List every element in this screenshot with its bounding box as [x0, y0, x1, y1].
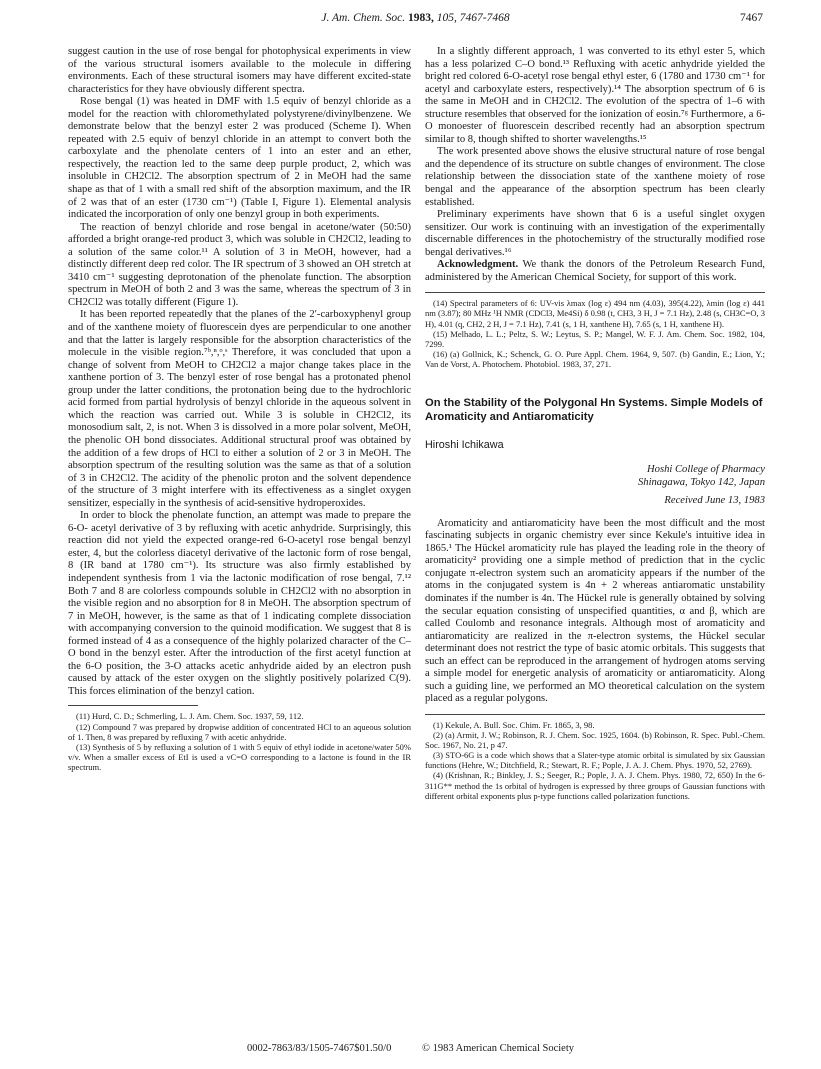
footnotes-right-top [425, 298, 765, 369]
body-paragraph: In order to block the phenolate function, an attempt was made to prepare the 6-O- acetyl derivative of 3 by refluxing with acetic anhydride. Surprisingly, this reaction did not yield the expected orange-red 6-O-acetyl rose bengal benzyl ester, 4, but the colorless diacetyl derivative of the lactonic form of rose bengal, 8 (IR band at 1780 cm⁻¹). Its structure was also firmly established by independent synthesis from 1 via the lactonic modification of rose bengal, 7.¹² Both 7 and 8 are colorless compounds soluble in CH2Cl2 with no absorption in the visible region and no absorption for 8 in MeOH. The absorption spectrum of 7 in MeOH, however, is the same as that of 1 indicating complete dissociation with accompanying conversion to the quinoid modification. We suggest that 8 is formed instead of 4 as a consequence of the highly polarized character of the C–O bond in the benzyl ester. After the introduction of the first acetyl function at the 6-O position, the 3-O attacks acetic anhydride aided by an electron push caused by attack of the ester oxygen on the slightly positively polarized C(9). This forces elimination of the benzyl cation. [68, 510, 411, 697]
body-paragraph: Rose bengal (1) was heated in DMF with 1.5 equiv of benzyl chloride as a model for the reaction with chloromethylated polystyrene/divinylbenzene. We demonstrate below that the benzyl ester 2 was produced (Scheme I). When repeated with 2.5 equiv of benzyl chloride in an attempt to convert both the carboxylate and the phenolate centers of 1 into an ester and an ether, respectively, the reaction led to the same deep purple product, 2, which was insoluble in CH2Cl2. The absorption spectrum of 2 in MeOH had the same shape as that of 1 with a small red shift of the absorption maximum, and the IR of 2 was that of an ester (1730 cm⁻¹) (Table I, Figure 1). Elemental analysis indicated the incorporation of only one benzyl group in both experiments. [68, 96, 411, 221]
acknowledgment-text: We thank the donors of the Petroleum Research Fund, administered by the American Chemical Society, for support of this work. [425, 259, 765, 283]
journal-year: 1983, [408, 12, 434, 24]
journal-name: J. Am. Chem. Soc. [321, 12, 406, 24]
article-body: Aromaticity and antiaromaticity have been the most difficult and the most fascinating subjects in organic chemistry ever since Kekule's intuitive idea in 1865.¹ The Hückel aromaticity rule has played the leading role in the theory of aromaticity² providing one a simple method of prediction that in the cyclic conjugate π-electron system such an aromaticity appears if the number of the atoms in the conjugated system is 4n + 2 whereas antiaromatic unstability dominates if the number is 4n. The Hückel rule is generally obtained by solving the secular equation consisting of unspecified quantities, α and β, which are called Coulomb and resonance integrals. Although most of aromaticity and antiaromaticity are realized in the π-electron systems, the Hückel secular determinant does not restrict the type of basic atomic orbitals. This suggests that such an effect can be reproduced in the arrangement of hydrogen atoms serving a simple model for energetic analysis of aromaticity or antiaromaticity. Along such a guiding line, we performed an MO theoretical calculation on the system placed as a regular polygons. [425, 517, 765, 705]
page-number: 7467 [740, 12, 763, 24]
footnote-rule [68, 705, 198, 706]
footnote-rule [425, 714, 765, 715]
left-column [68, 46, 411, 1041]
body-paragraph: The reaction of benzyl chloride and rose bengal in acetone/water (50:50) afforded a bright orange-red product 3, which was soluble in CH2Cl2, leading to a solution of the same color.¹¹ A solution of 3 in MeOH, however, had a distinctly different deep red color. The IR spectrum of 3 showed an OH stretch at 3410 cm⁻¹ suggesting deprotonation of the phenolate function. The absorption spectrum in MeOH of both 2 and 3 was the same, whereas the spectrum of 3 in CH2Cl2 was totally different (Figure 1). [68, 221, 411, 308]
footnote: (4) (Krishnan, R.; Binkley, J. S.; Seeger, R.; Pople, J. A. J. Chem. Phys. 1980, 72, 650) In the 6-311G** method the 1s orbital of hydrogen is expressed by three groups of Gaussian functions with different orbital exponents plus p-type functions called polarization functions. [425, 770, 765, 801]
running-header [68, 12, 763, 34]
article-title: On the Stability of the Polygonal Hn Systems. Simple Models of Aromaticity and Antiaromaticity [425, 397, 763, 423]
page-footer [0, 1043, 821, 1054]
affiliation [425, 463, 765, 489]
article-author: Hiroshi Ichikawa [425, 438, 504, 451]
acknowledgment [425, 259, 765, 284]
footnote: (16) (a) Gollnick, K.; Schenck, G. O. Pure Appl. Chem. 1964, 9, 507. (b) Gandin, E.; Lion, Y.; Van de Vorst, A. Photochem. Photobiol. 1983, 37, 271. [425, 348, 765, 369]
received-date: Received June 13, 1983 [664, 495, 765, 507]
journal-volume-pages: 105, 7467-7468 [436, 12, 510, 24]
footnote: (2) (a) Armit, J. W.; Robinson, R. J. Chem. Soc. 1925, 1604. (b) Robinson, R. Spec. Publ.-Chem. Soc. 1967, No. 21, p 47. [425, 730, 765, 751]
right-column [425, 46, 765, 1041]
footnotes-right-bottom [425, 720, 765, 801]
affiliation-line: Hoshi College of Pharmacy [647, 464, 765, 476]
copyright-notice: © 1983 American Chemical Society [421, 1043, 575, 1054]
article-code: 0002-7863/83/1505-7467$01.50/0 [246, 1043, 392, 1054]
body-paragraph: It has been reported repeatedly that the planes of the 2′-carboxyphenyl group and of the xanthene moiety of fluorescein dyes are perpendicular to one another and that the latter is largely responsible for the absorption characteristics of the molecule in the visible region.⁷ᵇ,ⁿ,ᵒ,ˢ Therefore, it was concluded that upon a change of solvent from MeOH to CH2Cl2 a major change takes place in the xanthene portion of 3. The benzyl ester of rose bengal has a protonated phenol group under the latter conditions, the protonation being due to the hydrochloric acid formed from partial hydrolysis of benzyl chloride in the aqueous solvent in which the reaction was carried out. While 3 is soluble in CH2Cl2, its monosodium salt, 2, is not. When 3 is dissolved in a more polar solvent, MeOH, the phenolic OH bond dissociates. Additional structural proof was obtained by the addition of a few drops of HCl to either a solution of 2 or 3 in MeOH. The absorption spectrum of the resulting solution was the same as that of a solution of 3 in CH2Cl2. The acidity of the phenolic proton and the solvent dependence of the structure of 3 might interfere with its effectiveness as a singlet oxygen sensitizer, especially in the synthesis of acid-sensitive hydroperoxides. [68, 309, 411, 509]
footnote: (15) Melhado, L. L.; Peltz, S. W.; Leytus, S. P.; Mangel, W. F. J. Am. Chem. Soc. 1982, 104, 7299. [425, 328, 765, 349]
journal-citation [68, 12, 763, 24]
body-paragraph: Preliminary experiments have shown that 6 is a useful singlet oxygen sensitizer. Our work is continuing with an investigation of the experimentally discernable differences in the photochemistry of the structurally modified rose bengal derivatives.¹⁶ [425, 209, 765, 258]
footnote-rule [425, 292, 765, 293]
footnote: (13) Synthesis of 5 by refluxing a solution of 1 with 5 equiv of ethyl iodide in acetone/water 50% v/v. When a smaller excess of EtI is used a νC=O corresponding to a lactone is found in the IR spectrum. [68, 741, 411, 772]
body-paragraph: In a slightly different approach, 1 was converted to its ethyl ester 5, which has a less polarized C–O bond.¹³ Refluxing with acetic anhydride yielded the bright red colored 6-O-acetyl rose bengal ethyl ester, 6 (1780 and 1730 cm⁻¹ for acetyl and carboxylate esters, respectively).¹⁴ The absorption spectrum of 6 is the same in MeOH and in CH2Cl2. The evolution of the spectra of 1–6 with structure resembles that observed for the ionization of eosin.⁷ᵍ Furthermore, a 6-O monoester of fluorescein described recently had an absorption spectrum similar to 8, though shifted to shorter wavelengths.¹⁵ [425, 46, 765, 145]
footnotes-left [68, 711, 411, 772]
footnote: (14) Spectral parameters of 6: UV-vis λmax (log ε) 494 nm (4.03), 395(4.22), λmin (log ε) 441 nm (3.87); 80 MHz ¹H NMR (CDCl3, Me4Si) δ 0.98 (t, CH3, 3 H, J = 7.1 Hz), 2.48 (s, CH3C=O, 3 H), 4.01 (q, CH2, 2 H, J = 7.1 Hz), 7.41 (s, 1 H, xanthene H), 7.65 (s, 1 H, xanthene H). [425, 298, 765, 329]
footnote: (12) Compound 7 was prepared by dropwise addition of concentrated HCl to an aqueous solution of 1. Then, 8 was prepared by refluxing 7 with acetic anhydride. [68, 721, 411, 742]
acknowledgment-heading: Acknowledgment. [437, 259, 519, 271]
body-paragraph: The work presented above shows the elusive structural nature of rose bengal and the dependence of its structure on subtle changes of environment. The close relationship between the dissociation state of the xanthene moiety of rose bengal and the appearance of the absorption spectrum has been clearly established. [425, 146, 765, 208]
footnote: (11) Hurd, C. D.; Schmerling, L. J. Am. Chem. Soc. 1937, 59, 112. [76, 711, 304, 722]
footnote: (1) Kekule, A. Bull. Soc. Chim. Fr. 1865, 3, 98. [433, 719, 595, 730]
body-paragraph: suggest caution in the use of rose bengal for photophysical experiments in view of the various structural isomers available to the molecule in differing environments. Each of these structural isomers may have different excited-state characteristics for they have obviously different spectra. [68, 46, 411, 95]
affiliation-line: Shinagawa, Tokyo 142, Japan [637, 477, 765, 489]
footnote: (3) STO-6G is a code which shows that a Slater-type atomic orbital is simulated by six Gaussian functions (Hehre, W.; Ditchfield, R.; Stewart, R. F.; Pople, J. A. J. Chem. Phys. 1970, 52, 2769). [425, 750, 765, 771]
